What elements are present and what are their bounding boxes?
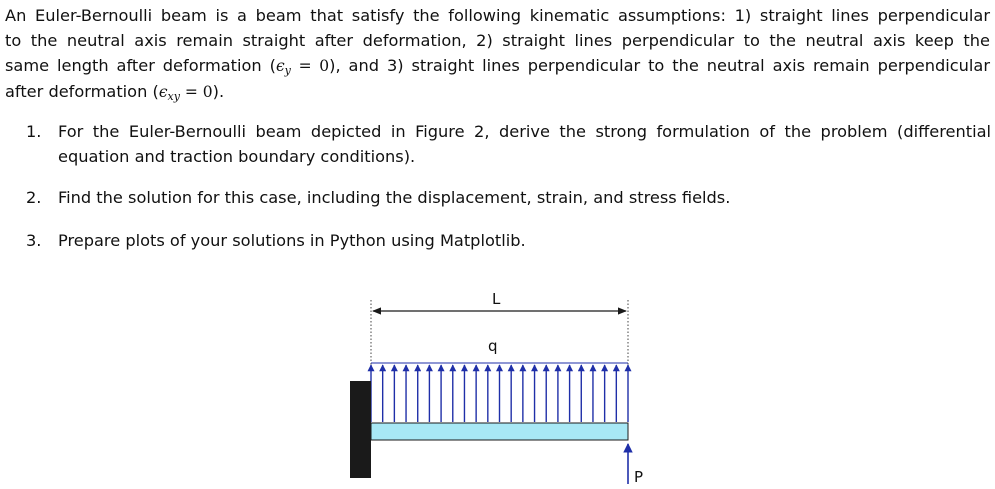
- strain-y-value: = 0: [290, 57, 330, 75]
- problem-intro: [5, 3, 990, 105]
- question-item: [26, 185, 991, 210]
- fixed-wall-support: [350, 381, 371, 478]
- intro-line-3-post: ), and 3) straight lines perpendicular to the neutral axis remain perpendicular: [329, 56, 991, 75]
- question-number: 3.: [26, 231, 42, 250]
- strain-y-symbol: ϵ: [275, 57, 285, 75]
- beam-body: [371, 423, 628, 440]
- intro-line-4-post: ).: [212, 82, 225, 101]
- force-label: P: [634, 468, 644, 486]
- intro-line-2: to the neutral axis remain straight after deformation, 2) straight lines perpendicular to the neutral axis keep the: [5, 31, 990, 50]
- question-item: [26, 119, 991, 169]
- intro-line-4: [5, 79, 990, 105]
- question-text: Find the solution for this case, including the displacement, strain, and stress fields.: [58, 188, 731, 207]
- load-label: q: [488, 337, 498, 355]
- intro-line-3: [5, 53, 990, 79]
- strain-xy-subscript: xy: [167, 90, 180, 103]
- intro-line-1: An Euler-Bernoulli beam is a beam that satisfy the following kinematic assumptions: 1) straight lines perpendicular: [5, 6, 990, 25]
- question-list: [26, 119, 991, 253]
- distributed-load-arrows: [371, 365, 628, 422]
- strain-xy-equation: [159, 83, 213, 101]
- question-text: Prepare plots of your solutions in Python using Matplotlib.: [58, 231, 526, 250]
- question-text: [58, 119, 991, 169]
- strain-y-subscript: y: [284, 64, 291, 77]
- question-1-line-2: equation and traction boundary conditions).: [58, 147, 416, 166]
- intro-line-3-pre: same length after deformation (: [5, 56, 276, 75]
- question-1-line-1: For the Euler-Bernoulli beam depicted in Figure 2, derive the strong formulation of the problem (differential: [58, 122, 991, 141]
- strain-xy-value: = 0: [179, 83, 213, 101]
- strain-y-equation: [276, 57, 329, 75]
- beam-diagram: [340, 284, 660, 489]
- intro-line-4-pre: after deformation (: [5, 82, 159, 101]
- question-number: 2.: [26, 188, 42, 207]
- length-label: L: [492, 290, 501, 308]
- question-number: 1.: [26, 122, 42, 141]
- question-item: [26, 228, 991, 253]
- strain-xy-symbol: ϵ: [158, 83, 168, 101]
- beam-figure: [340, 284, 660, 489]
